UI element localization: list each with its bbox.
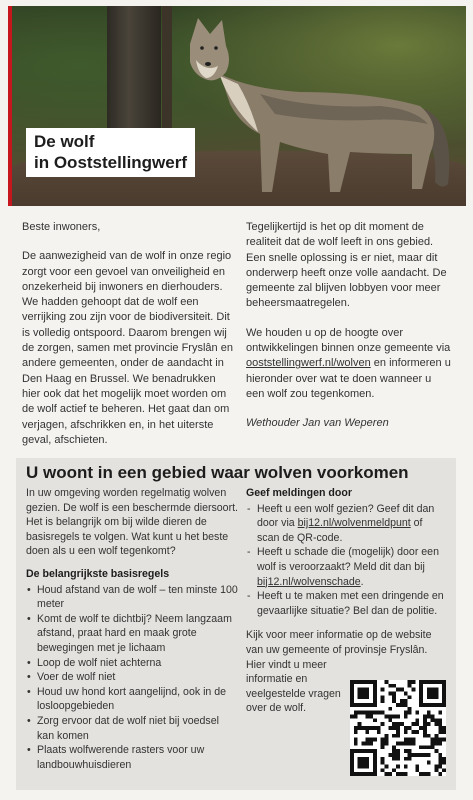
- wolf-illustration: [180, 14, 466, 204]
- title-box: [26, 128, 195, 177]
- info-box-heading: U woont in een gebied waar wolven voorkomen: [26, 463, 409, 482]
- list-item: • Zorg ervoor dat de wolf niet bij voedsel kan komen: [26, 714, 238, 743]
- letter-greeting: Beste inwoners,: [22, 221, 101, 233]
- signature: Wethouder Jan van Weperen: [246, 417, 389, 430]
- faq-text: Hier vindt u meer informatie en veelgestelde vragen over de wolf.: [246, 658, 341, 715]
- list-item: • Houd afstand van de wolf – ten minste 100 meter: [26, 583, 238, 612]
- list-item: • Houd uw hond kort aangelijnd, ook in de losloopgebieden: [26, 685, 238, 714]
- text: en informeren u hieronder over wat te doen wanneer u een wolf zou tegenkomen.: [246, 357, 451, 400]
- wolf-damage-link[interactable]: bij12.nl/wolvenschade: [257, 575, 361, 588]
- letter-paragraph: De aanwezigheid van de wolf in onze regio zorgt voor een gevoel van onveiligheid en onzekerheid bij inwoners en dierhouders. We hadden gehoopt dat de wolf een verrijking zou zijn voor de biodiversiteit. Dit is volledig ontspoord. Daarom brengen wij de zorgen, samen met provincie Fryslân en andere gemeenten, onder de aandacht in Den Haag en Brussel. We benadrukken hier ook dat het mogelijk moet worden om de wolf actief te beheren. Het gaat dan om verjagen, afschrikken en, in het uiterste geval, afschieten.: [22, 250, 233, 446]
- letter-right-column: [246, 220, 451, 446]
- text: of scan de QR-code.: [257, 517, 423, 544]
- list-item: [246, 545, 446, 589]
- list-item: • Komt de wolf te dichtbij? Neem langzaam afstand, praat hard en maak grote bewegingen met je lichaam: [26, 612, 238, 656]
- page-title-line2: in Ooststellingwerf: [34, 153, 188, 172]
- list-item: • Loop de wolf niet achterna: [26, 656, 238, 671]
- more-info-text: Kijk voor meer informatie op de website van uw gemeente of provinsje Fryslân.: [246, 629, 432, 656]
- letter-paragraph: Een snelle oplossing is er niet, maar dit onderwerp heeft onze volle aandacht. De gemeente zal blijven lobbyen voor meer beheersmaatregelen.: [246, 251, 447, 310]
- qr-code[interactable]: [350, 680, 446, 776]
- hero-photo: [8, 6, 466, 206]
- rules-heading: De belangrijkste basisregels: [26, 567, 170, 580]
- list-item: - Heeft u te maken met een dringende en gevaarlijke situatie? Bel dan de politie.: [246, 589, 446, 618]
- list-item: • Voer de wolf niet: [26, 670, 238, 685]
- list-item: [246, 502, 446, 546]
- letter-paragraph: [246, 326, 451, 402]
- text: Heeft u schade die (mogelijk) door een wolf is veroorzaakt? Meld dit dan bij: [257, 546, 439, 573]
- list-item: • Plaats wolfwerende rasters voor uw landbouwhuisdieren: [26, 743, 238, 772]
- info-box: [16, 458, 456, 790]
- letter-paragraph: Tegelijkertijd is het op dit moment de realiteit dat de wolf leeft in ons gebied.: [246, 221, 434, 249]
- text: .: [360, 575, 364, 588]
- info-box-left-column: [26, 486, 238, 772]
- letter-left-column: [22, 220, 234, 462]
- municipality-wolves-link[interactable]: ooststellingwerf.nl/wolven: [246, 357, 371, 370]
- text: Heeft u een wolf gezien? Geef dit dan door via: [257, 502, 435, 530]
- report-heading: Geef meldingen door: [246, 487, 352, 499]
- page-title-line1: De wolf: [34, 132, 95, 151]
- rules-list: [26, 583, 238, 773]
- intro-text: In uw omgeving worden regelmatig wolven gezien. De wolf is een beschermde diersoort. Het is belangrijk om bij wilde dieren de basisregels te volgen. Wat kunt u het beste doen als u een wolf tegenkomt?: [26, 487, 238, 558]
- wolf-report-link[interactable]: bij12.nl/wolvenmeldpunt: [297, 517, 411, 530]
- report-list: [246, 502, 446, 619]
- text: We houden u op de hoogte over ontwikkelingen binnen onze gemeente via: [246, 326, 451, 355]
